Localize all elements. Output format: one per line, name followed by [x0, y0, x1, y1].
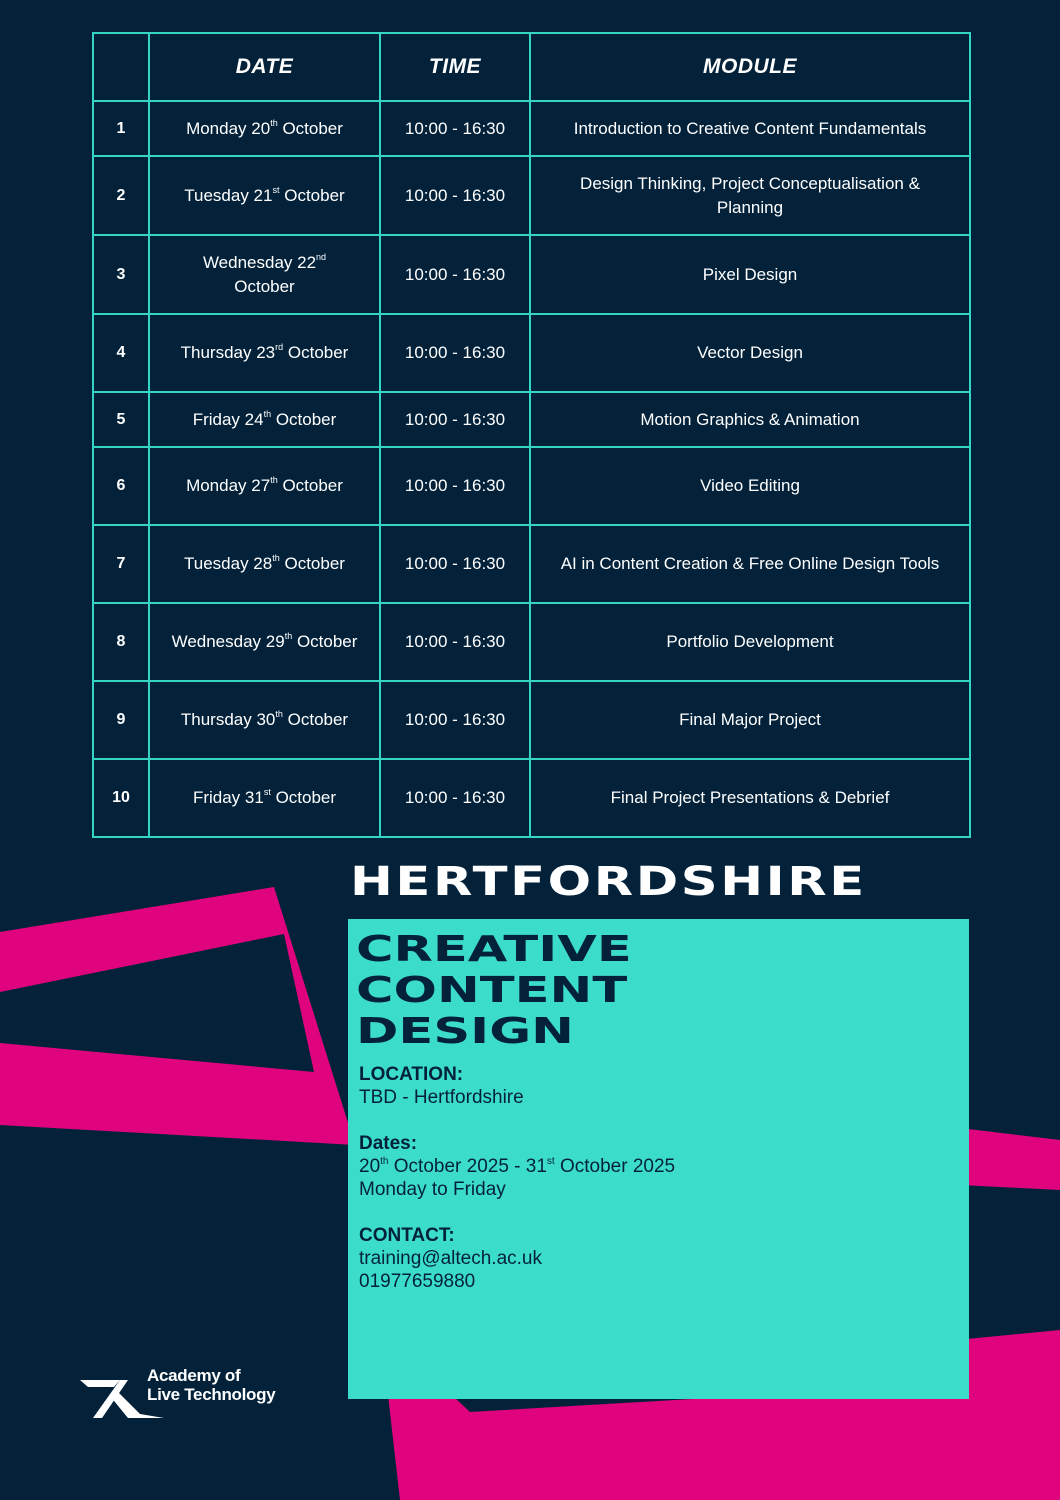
contact-block: [359, 1224, 675, 1293]
row-number: 1: [93, 101, 149, 156]
course-title-line: DESIGN: [356, 1011, 574, 1052]
table-row: [93, 156, 970, 235]
academy-logo: [80, 1366, 310, 1422]
dates-range: [359, 1155, 675, 1178]
row-time: 10:00 - 16:30: [380, 759, 530, 837]
date-suffix: nd: [316, 251, 327, 262]
dates-end: October 2025: [554, 1156, 676, 1177]
row-time: 10:00 - 16:30: [380, 101, 530, 156]
dates-block: [359, 1132, 675, 1201]
row-number: 6: [93, 447, 149, 525]
row-time: 10:00 - 16:30: [380, 392, 530, 447]
dates-start-day: 20: [359, 1156, 381, 1177]
table-row: [93, 314, 970, 392]
table-row: [93, 525, 970, 603]
date-day: Wednesday 29: [171, 632, 285, 651]
pink-band-right: [960, 1128, 1060, 1190]
row-date: [149, 392, 380, 447]
date-suffix: th: [275, 709, 283, 719]
course-title: [356, 929, 632, 1052]
row-time: 10:00 - 16:30: [380, 603, 530, 681]
row-module: AI in Content Creation & Free Online Design Tools: [530, 525, 970, 603]
header-date: DATE: [149, 33, 380, 101]
table-row: [93, 603, 970, 681]
date-day: Tuesday 21: [184, 185, 273, 205]
date-month: October: [284, 554, 345, 573]
date-month: October: [296, 632, 358, 651]
date-month: October: [275, 788, 337, 807]
row-number: 9: [93, 681, 149, 759]
date-day: Tuesday 28: [184, 554, 273, 573]
row-date: [149, 156, 380, 235]
row-date: [149, 447, 380, 525]
contact-phone: 01977659880: [359, 1271, 476, 1292]
date-suffix: st: [263, 787, 271, 797]
date-month: October: [284, 185, 345, 205]
date-suffix: st: [272, 184, 280, 195]
header-time: TIME: [380, 33, 530, 101]
row-module: Final Project Presentations & Debrief: [530, 759, 970, 837]
header-number: [93, 33, 149, 101]
logo-line-2: Live Technology: [147, 1385, 276, 1404]
date-month: October: [275, 409, 337, 429]
row-number: 7: [93, 525, 149, 603]
row-module: Motion Graphics & Animation: [530, 392, 970, 447]
contact-label: CONTACT:: [359, 1225, 455, 1246]
row-module: Portfolio Development: [530, 603, 970, 681]
row-number: 3: [93, 235, 149, 314]
course-title-line: CREATIVE: [356, 929, 632, 970]
dates-label: Dates:: [359, 1133, 418, 1154]
date-month: October: [287, 343, 349, 362]
date-day: Monday 27: [186, 476, 271, 495]
table-row: [93, 681, 970, 759]
schedule-table: [92, 32, 971, 838]
row-module: Introduction to Creative Content Fundamentals: [530, 101, 970, 156]
row-date: [149, 235, 380, 314]
date-month: October: [282, 118, 343, 138]
date-day: Wednesday 22: [202, 252, 317, 272]
row-module: Pixel Design: [530, 235, 970, 314]
table-header-row: [93, 33, 970, 101]
region-title: HERTFORDSHIRE: [350, 859, 867, 905]
dates-end-suffix: st: [546, 1156, 555, 1167]
row-time: 10:00 - 16:30: [380, 235, 530, 314]
date-month: October: [234, 276, 295, 296]
date-suffix: th: [284, 631, 293, 641]
dates-days: Monday to Friday: [359, 1179, 506, 1200]
row-date: [149, 525, 380, 603]
course-info-panel: [348, 919, 969, 1399]
table-row: [93, 235, 970, 314]
dates-middle: October 2025 - 31: [388, 1156, 547, 1177]
logo-text: [147, 1366, 275, 1404]
date-month: October: [282, 476, 343, 495]
date-suffix: th: [272, 553, 280, 563]
row-time: 10:00 - 16:30: [380, 156, 530, 235]
date-suffix: th: [270, 117, 278, 128]
row-number: 5: [93, 392, 149, 447]
table-row: [93, 759, 970, 837]
location-value: TBD - Hertfordshire: [359, 1087, 524, 1108]
table-row: [93, 101, 970, 156]
row-number: 8: [93, 603, 149, 681]
row-time: 10:00 - 16:30: [380, 314, 530, 392]
course-title-line: CONTENT: [356, 970, 628, 1011]
row-time: 10:00 - 16:30: [380, 525, 530, 603]
logo-line-1: Academy of: [147, 1366, 241, 1385]
row-module: Final Major Project: [530, 681, 970, 759]
row-time: 10:00 - 16:30: [380, 681, 530, 759]
date-day: Thursday 23: [180, 343, 276, 362]
row-module: Vector Design: [530, 314, 970, 392]
table-row: [93, 392, 970, 447]
location-block: [359, 1063, 675, 1109]
header-module: MODULE: [530, 33, 970, 101]
table-row: [93, 447, 970, 525]
dates-start-suffix: th: [380, 1156, 389, 1167]
row-number: 2: [93, 156, 149, 235]
row-date: [149, 603, 380, 681]
row-module: Design Thinking, Project Conceptualisation & Planning: [530, 156, 970, 235]
course-details: [359, 1063, 675, 1316]
date-suffix: th: [263, 408, 272, 419]
location-label: LOCATION:: [359, 1064, 464, 1085]
date-day: Monday 20: [186, 118, 271, 138]
row-number: 10: [93, 759, 149, 837]
date-suffix: rd: [275, 342, 284, 352]
row-module: Video Editing: [530, 447, 970, 525]
date-suffix: th: [270, 475, 278, 485]
row-date: [149, 681, 380, 759]
contact-email-link[interactable]: training@altech.ac.uk: [359, 1248, 542, 1269]
row-date: [149, 314, 380, 392]
date-day: Friday 31: [192, 788, 264, 807]
row-number: 4: [93, 314, 149, 392]
row-date: [149, 759, 380, 837]
row-time: 10:00 - 16:30: [380, 447, 530, 525]
date-month: October: [287, 710, 349, 729]
date-day: Friday 24: [192, 409, 264, 429]
row-date: [149, 101, 380, 156]
date-day: Thursday 30: [180, 710, 276, 729]
